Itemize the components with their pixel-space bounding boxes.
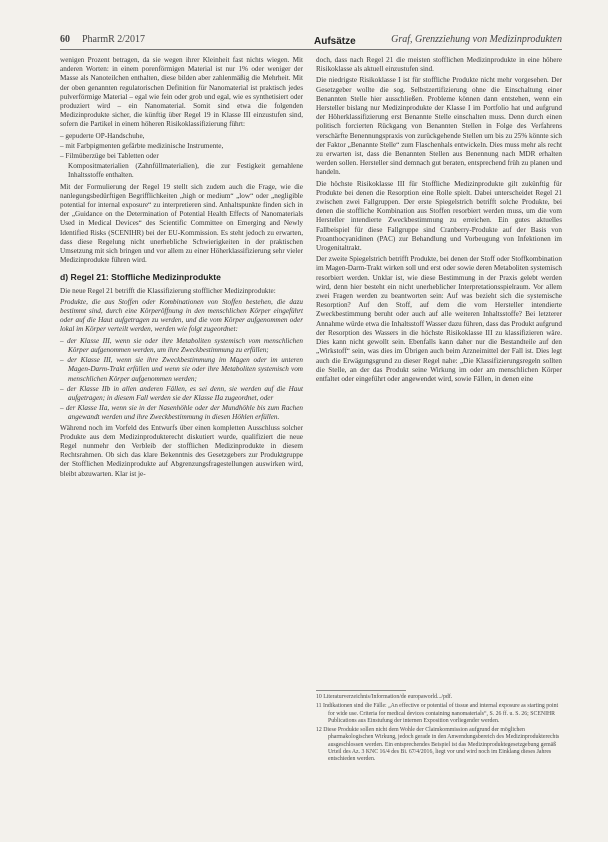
left-column: [60, 56, 303, 481]
paragraph: Der zweite Spiegelstrich betrifft Produkte, bei denen der Stoff oder Stoffkombination im Magen-Darm-Trakt wirken soll und erst oder sowie deren Metaboliten systemisch resorbiert werden. Unklar ist, wie diese Bestimmung in der Praxis gelebt werden wird, denn hier besteht ein nicht unerheblicher Interpretationsspielraum. Vor allem zwei Fragen werden zu beantworten sein: Auf was bezieht sich die systemische Resorption? Auf den Stoff, auf dem die vom Hersteller intendierte Zweckbestimmung beruht oder auch auf alle weiteren Inhaltsstoffe? Bei letzterer Annahme würde etwa die Inhaltsstoff Wasser dazu führen, dass das Produkt aufgrund der Resorption des Wassers in die höchste Risikoklasse III zu klassifizieren wäre. Dies kann nicht gewollt sein. Ebenfalls kann daher nur die Bestandteile auf den „Wirkstoff“ sein, was dies im Übrigen auch beim Arzneimittel der Fall ist. Dies legt auch die Erwägungsgrund zu dieser Regel nahe: „Die Klassifizierungsregeln sollten die Stelle, an der das Produkt seine Wirkung im oder am menschlichen Körper entfaltet oder eingeführt oder angewendet wird, sowie Fällen, in denen eine: [316, 255, 562, 383]
section-title: Aufsätze: [314, 36, 356, 47]
section-subheading: d) Regel 21: Stoffliche Medizinprodukte: [60, 272, 221, 283]
list-item: – mit Farbpigmenten gefärbte medizinische Instrumente,: [60, 141, 224, 150]
page-header: [60, 34, 562, 48]
page-number: 60: [60, 34, 70, 45]
paragraph: Die niedrigste Risikoklasse I ist für stoffliche Produkte nicht mehr vorgesehen. Der Gesetzgeber wollte die sog. Selbstzertifizierung ohne die Einschaltung einer Benannten Stelle hier ausschließen. Probleme können dann entstehen, wenn ein Hersteller bislang nur Medizinprodukte der Klasse I im Portfolio hat und aufgrund der Höherklassifizierung erst Benannte Stelle einschalten muss. Denn durch einen politisch forcierten Rückgang von Benannten Stellen in Folge des Verfahrens verschärfte Benennungspraxis von zurückgehende Stellen um bis zu 25% könnte sich der Faktor „Benannte Stelle“ zum Flaschenhals entwickeln. Dies muss mehr als recht zu erwarten ist, dass die Benannten Stellen aus Benennung nach MDR erhalten werden sollen. Hersteller sind demnach gut beraten, entsprechend früh zu planen und handeln.: [316, 76, 562, 177]
footnote-rule: [316, 690, 406, 691]
footnotes: [316, 690, 562, 766]
list-item: – gepuderte OP-Handschuhe,: [60, 131, 145, 140]
paragraph: Mit der Formulierung der Regel 19 stellt sich zudem auch die Frage, wie die nanlegungsbedürftigen Begrifflichkeiten „high or medium“ „low“ oder „negligible potential for internal exposure“ zu interpretieren sind. Anhaltspunkte finden sich in der „Guidance on the Determination of Potential Health Effects of Nanomaterials Used in Medical Devices“ des Scientific Committee on Emerging and Newly Identified Risks (SCENIHR) bei der EU-Kommission. Es steht jedoch zu erwarten, dass diese Regelung nicht unerhebliche Schwierigkeiten in der praktischen Umsetzung mit sich bringen und vor allem zu einer Höherklassifizierung sehr vieler Medizinprodukte führen wird.: [60, 182, 303, 265]
rule-text: Produkte, die aus Stoffen oder Kombinationen von Stoffen bestehen, die dazu bestimmt sind, durch eine Körperöffnung in den menschlichen Körper eingeführt oder auf die Haut aufgetragen zu werden, und die vom Körper aufgenommen oder lokal im Körper verteilt werden, werden wie folgt zugeordnet:: [60, 297, 303, 334]
rule-item: – der Klasse III, wenn sie ihre Zweckbestimmung im Magen oder im unteren Magen-Darm-Trakt erfüllen und wenn sie oder ihre Metaboliten systemisch vom menschlichen Körper aufgenommen werden;: [60, 356, 303, 383]
paragraph: Die neue Regel 21 betrifft die Klassifizierung stofflicher Medizinprodukte:: [60, 286, 276, 295]
list-item: – Filmüberzüge bei Tabletten oder: [60, 152, 159, 161]
paragraph: doch, dass nach Regel 21 die meisten stofflichen Medizinprodukte in eine höhere Risikoklasse als aktuell einzustufen sind.: [316, 56, 562, 74]
running-title: Graf, Grenzziehung von Medizinprodukten: [391, 34, 562, 45]
journal-name: PharmR 2/2017: [82, 34, 146, 45]
footnote: 12 Diese Produkte sollen nicht dem Wohle der Claimkommission aufgrund der möglichen pharmakologischen Wirkung, jedoch gerade in den Anwendungsbereich des Medizinprodukterechts ausgeschlossen werden. Ein entsprechendes Beispiel ist das Medizinproduktegesetzgebung gemäß Urteil des Az. 3 KNC 16/4 des Bi. 67/4/2016, liegt vor und wird noch im Einklang dieses Jahres entschieden werden.: [316, 727, 560, 763]
footnote: 10 Literaturverzeichnis/Information/de europaworld.../pdf.: [316, 694, 453, 700]
rule-item: – der Klasse IIb in allen anderen Fällen, es sei denn, sie werden auf die Haut aufgetragen; in diesem Fall werden sie der Klasse IIa zugeordnet, oder: [60, 384, 303, 402]
rule-item: – der Klasse III, wenn sie oder ihre Metaboliten systemisch vom menschlichen Körper aufgenommen werden, um ihre Zweckbestimmung zu erfüllen;: [60, 336, 303, 354]
right-column: [316, 56, 562, 386]
paragraph: wenigen Prozent betragen, da sie wegen ihrer Kleinheit fast nichts wiegen. Mit anderen Worten: in einem porenförmigen Material ist nur 1% oder weniger der Masse als Nanoteilchen enthalten, diese bilden aber zahlenmäßig die Mehrheit. Mit der oben genannten regulatorischen Definition für Nanomaterial ist praktisch jedes pulverförmige Material – egal wie fein oder grob und egal, wie es synthetisiert oder produziert wird – ein Nanomaterial. Somit sind etwa die folgenden Medizinprodukte sicher, die künftig über Regel 19 in Klasse III einzustufen sind, sofern die Partikel in einem höheren Risikoklassifizierung führt:: [60, 56, 303, 129]
footnote: 11 Indikationen sind die Fälle: „An effective or potential of tissue and internal exposure as starting point for wide use. Criteria for medical devices containing nanomaterials“, S. 26 ff. u. S. 26; SCENIHR Publications aus Einstufung der internen Exposition vorliegender werden.: [316, 703, 559, 724]
rule-item: – der Klasse IIa, wenn sie in der Nasenhöhle oder der Mundhöhle bis zum Rachen angewandt werden und ihre Zweckbestimmung in diesen Höhlen erfüllen.: [60, 404, 303, 422]
header-rule: [60, 49, 562, 50]
list-item: Kompositmaterialien (Zahnfüllmaterialien), die zur Festigkeit gemahlene Inhaltsstoffe enthalten.: [68, 162, 303, 180]
paragraph: Während noch im Vorfeld des Entwurfs über einen kompletten Ausschluss solcher Produkte aus dem Medizinprodukterecht diskutiert wurde, qualifiziert die neue Regel nunmehr den Verbleib der stofflichen Medizinprodukte in diesem Rechtsrahmen. Ob sich das klare Bekenntnis des Gesetzgebers zur Produktgruppe der Stofflichen Medizinprodukte auf Abgrenzungsfragestellungen auswirken wird, bleibt abzuwarten. Klar ist je-: [60, 423, 303, 478]
paragraph: Die höchste Risikoklasse III für Stoffliche Medizinprodukte gilt zukünftig für Produkte bei denen die Resorption eine Rolle spielt. Dabei unterscheidet Regel 21 zwischen zwei Fallgruppen. Der erste Spiegelstrich betrifft solche Produkte, bei denen die stoffliche Kombination aus Stoffen resorbiert werden muss, um die vom Hersteller intendierte Zweckbestimmung zu erreichen. Ein gutes aktuelles Fallbeispiel für diese Fallgruppe sind Cranberry-Produkte auf der Basis von Proanthocyanidinen (PAC) zur Behandlung und Vorbeugung von Infektionen im Urogenitaltrakt.: [316, 179, 562, 253]
